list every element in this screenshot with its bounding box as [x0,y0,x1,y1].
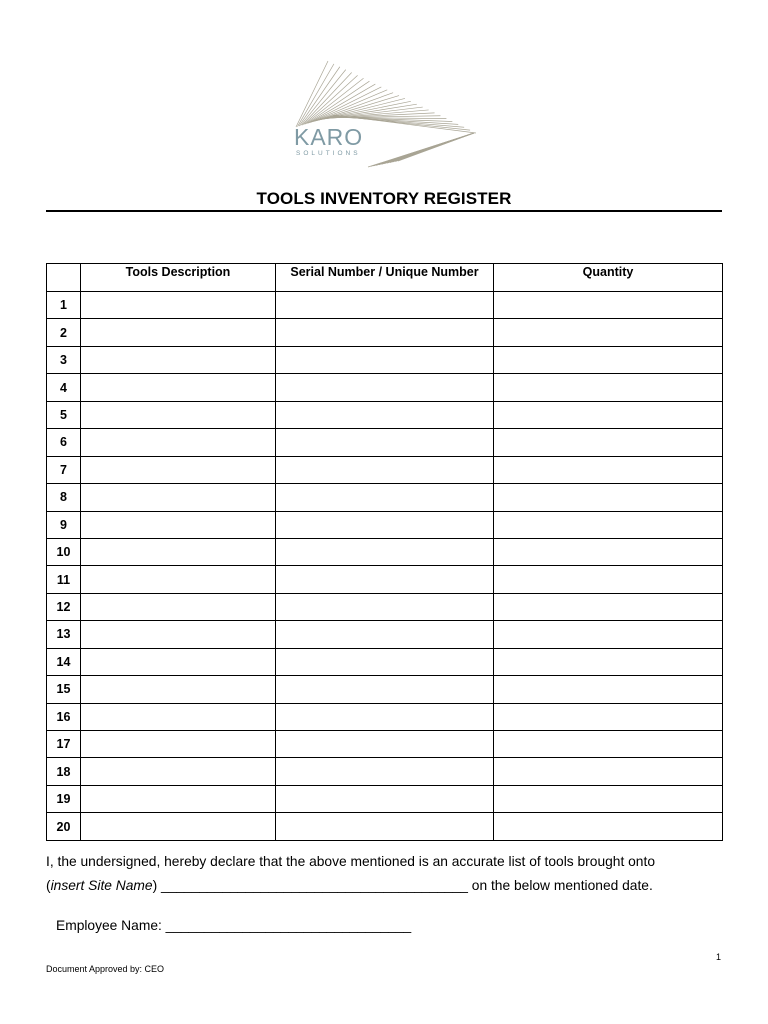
row-number: 19 [47,785,81,812]
page-title: TOOLS INVENTORY REGISTER [256,189,512,208]
row-number: 10 [47,538,81,565]
quantity-cell[interactable] [494,621,723,648]
tools-description-cell[interactable] [81,374,276,401]
company-logo [288,55,480,179]
serial-number-cell[interactable] [276,374,494,401]
serial-number-cell[interactable] [276,401,494,428]
quantity-cell[interactable] [494,785,723,812]
table-row [47,676,723,703]
tools-description-cell[interactable] [81,593,276,620]
row-number: 13 [47,621,81,648]
row-number: 20 [47,813,81,840]
row-number: 1 [47,292,81,319]
quantity-cell[interactable] [494,401,723,428]
row-number: 14 [47,648,81,675]
row-number: 8 [47,484,81,511]
table-row [47,785,723,812]
row-number: 17 [47,731,81,758]
tools-description-cell[interactable] [81,758,276,785]
row-number: 16 [47,703,81,730]
serial-number-cell[interactable] [276,648,494,675]
header-serial-number: Serial Number / Unique Number [276,264,494,292]
serial-number-cell[interactable] [276,429,494,456]
quantity-cell[interactable] [494,484,723,511]
serial-number-cell[interactable] [276,511,494,538]
declaration-line-1: I, the undersigned, hereby declare that the above mentioned is an accurate list of tools brought onto [46,854,655,869]
table-row [47,429,723,456]
table-row [47,731,723,758]
tools-description-cell[interactable] [81,676,276,703]
tools-description-cell[interactable] [81,511,276,538]
title-underline [46,210,722,212]
serial-number-cell[interactable] [276,484,494,511]
quantity-cell[interactable] [494,374,723,401]
tools-description-cell[interactable] [81,703,276,730]
quantity-cell[interactable] [494,346,723,373]
row-number: 6 [47,429,81,456]
header-row-number [47,264,81,292]
row-number: 11 [47,566,81,593]
open-paren: ( [46,878,51,893]
row-number: 15 [47,676,81,703]
table-row [47,566,723,593]
table-row [47,648,723,675]
header-quantity: Quantity [494,264,723,292]
quantity-cell[interactable] [494,813,723,840]
serial-number-cell[interactable] [276,538,494,565]
table-header-row [47,264,723,292]
tools-description-cell[interactable] [81,538,276,565]
table-row [47,511,723,538]
page-number: 1 [716,952,722,962]
tools-description-cell[interactable] [81,456,276,483]
quantity-cell[interactable] [494,566,723,593]
table-row [47,319,723,346]
site-name-blank: ) ________________________________________ on the below mentioned date. [152,878,653,893]
table-row [47,401,723,428]
inventory-table [46,263,723,841]
logo-fan-line [398,133,474,161]
quantity-cell[interactable] [494,593,723,620]
row-number: 4 [47,374,81,401]
tools-description-cell[interactable] [81,484,276,511]
quantity-cell[interactable] [494,703,723,730]
row-number: 7 [47,456,81,483]
tools-description-cell[interactable] [81,621,276,648]
quantity-cell[interactable] [494,292,723,319]
quantity-cell[interactable] [494,676,723,703]
row-number: 18 [47,758,81,785]
quantity-cell[interactable] [494,511,723,538]
logo-brand: KARO [294,124,364,150]
site-name-placeholder: insert Site Name [50,878,153,893]
table-row [47,374,723,401]
table-row [47,593,723,620]
quantity-cell[interactable] [494,456,723,483]
tools-description-cell[interactable] [81,346,276,373]
table-row [47,292,723,319]
declaration-line-2 [46,874,736,898]
serial-number-cell[interactable] [276,456,494,483]
table-row [47,484,723,511]
row-number: 2 [47,319,81,346]
employee-name-field: Employee Name: ________________________________ [56,918,412,933]
serial-number-cell[interactable] [276,785,494,812]
tools-description-cell[interactable] [81,648,276,675]
row-number: 3 [47,346,81,373]
serial-number-cell[interactable] [276,346,494,373]
tools-description-cell[interactable] [81,292,276,319]
serial-number-cell[interactable] [276,593,494,620]
serial-number-cell[interactable] [276,621,494,648]
tools-description-cell[interactable] [81,401,276,428]
tools-description-cell[interactable] [81,813,276,840]
serial-number-cell[interactable] [276,813,494,840]
table-row [47,758,723,785]
header-tools-description: Tools Description [81,264,276,292]
logo-tagline: SOLUTIONS [296,150,361,157]
tools-description-cell[interactable] [81,429,276,456]
tools-description-cell[interactable] [81,785,276,812]
serial-number-cell[interactable] [276,758,494,785]
tools-description-cell[interactable] [81,731,276,758]
quantity-cell[interactable] [494,538,723,565]
table-row [47,621,723,648]
table-row [47,813,723,840]
serial-number-cell[interactable] [276,566,494,593]
serial-number-cell[interactable] [276,731,494,758]
table-row [47,538,723,565]
serial-number-cell[interactable] [276,319,494,346]
table-row [47,703,723,730]
table-row [47,456,723,483]
serial-number-cell[interactable] [276,703,494,730]
tools-description-cell[interactable] [81,566,276,593]
quantity-cell[interactable] [494,319,723,346]
serial-number-cell[interactable] [276,292,494,319]
quantity-cell[interactable] [494,429,723,456]
tools-description-cell[interactable] [81,319,276,346]
declaration-text [46,850,736,898]
document-approval: Document Approved by: CEO [46,964,165,974]
serial-number-cell[interactable] [276,676,494,703]
row-number: 5 [47,401,81,428]
quantity-cell[interactable] [494,648,723,675]
table-row [47,346,723,373]
quantity-cell[interactable] [494,758,723,785]
row-number: 12 [47,593,81,620]
row-number: 9 [47,511,81,538]
quantity-cell[interactable] [494,731,723,758]
